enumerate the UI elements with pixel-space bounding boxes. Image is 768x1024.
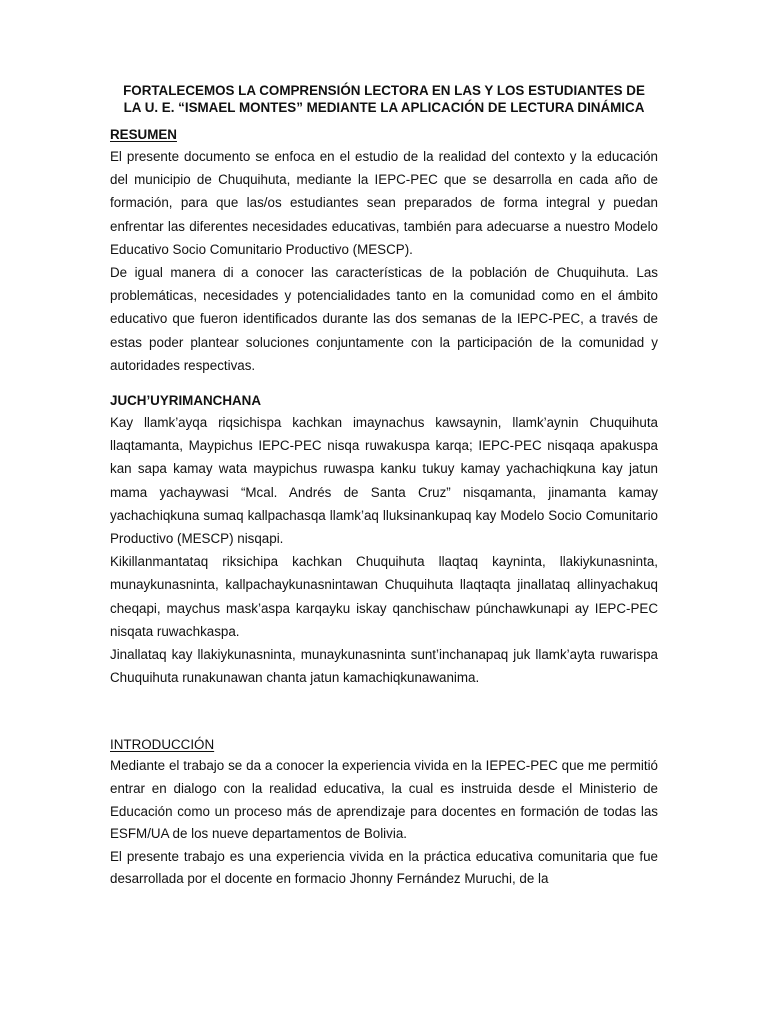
juch-paragraph-2: Kikillanmantataq riksichipa kachkan Chuquihuta llaqtaq kayninta, llakiykunasninta, munaykunasninta, kallpachaykunasnintawan Chuquihuta llaqtaqta jinallataq allinyachakuq cheqapi, maychus mask’aspa karqayku iskay qanchischaw púnchawkunapi ay IEPC-PEC nisqata ruwachkaspa. [110, 554, 658, 639]
resumen-heading [110, 125, 658, 145]
document-title: FORTALECEMOS LA COMPRENSIÓN LECTORA EN LAS Y LOS ESTUDIANTES DE LA U. E. “ISMAEL MONTES” MEDIANTE LA APLICACIÓN DE LECTURA DINÁMICA [123, 83, 645, 115]
document-page [110, 82, 658, 891]
introduccion-heading [110, 735, 658, 755]
resumen-heading-text: RESUMEN [110, 127, 177, 142]
juch-heading: JUCH’UYRIMANCHANA [110, 393, 262, 409]
introduccion-paragraph-2: El presente trabajo es una experiencia vivida en la práctica educativa comunitaria que fue desarrollada por el docente en formacio Jhonny Fernández Muruchi, de la [110, 848, 658, 887]
introduccion-heading-text: INTRODUCCIÓN [110, 737, 215, 753]
juch-paragraph-3: Jinallataq kay llakiykunasninta, munaykunasninta sunt’inchanapaq juk llamk’ayta ruwarispa Chuquihuta runakunawan chanta jatun kamachiqkunawanima. [110, 647, 658, 686]
juch-paragraph-1: Kay llamk’ayqa riqsichispa kachkan imaynachus kawsaynin, llamk’aynin Chuquihuta llaqtamanta, Maypichus IEPC-PEC nisqa ruwakuspa karqa; IEPC-PEC nisqaqa apakuspa kan sapa kamay wata maypichus ruwaspa kanku tukuy kamay yachachiqkuna kay jatun mama yachaywasi “Mcal. Andrés de Santa Cruz” nisqamanta, jinamanta kamay yachachiqkuna sumaq kallpachasqa llamk’aq lluksinankupaq kay Modelo Socio Comunitario Productivo (MESCP) nisqapi. [110, 415, 658, 547]
resumen-paragraph-2: De igual manera di a conocer las características de la población de Chuquihuta. Las problemáticas, necesidades y potencialidades tanto en la comunidad como en el ámbito educativo que fueron identificados durante las dos semanas de la IEPC-PEC, a través de estas poder plantear soluciones conjuntamente con la participación de la comunidad y autoridades respectivas. [110, 265, 658, 373]
introduccion-paragraph-1: Mediante el trabajo se da a conocer la experiencia vivida en la IEPEC-PEC que me permitió entrar en dialogo con la realidad educativa, la cual es instruida desde el Ministerio de Educación como un proceso más de aprendizaje para docentes en formación de todas las ESFM/UA de los nueve departamentos de Bolivia. [110, 758, 658, 842]
resumen-paragraph-1: El presente documento se enfoca en el estudio de la realidad del contexto y la educación del municipio de Chuquihuta, mediante la IEPC-PEC que se desarrolla en cada año de formación, para que las/os estudiantes sean preparados de forma integral y puedan enfrentar las diferentes necesidades educativas, también para adecuarse a nuestro Modelo Educativo Socio Comunitario Productivo (MESCP). [110, 149, 658, 257]
